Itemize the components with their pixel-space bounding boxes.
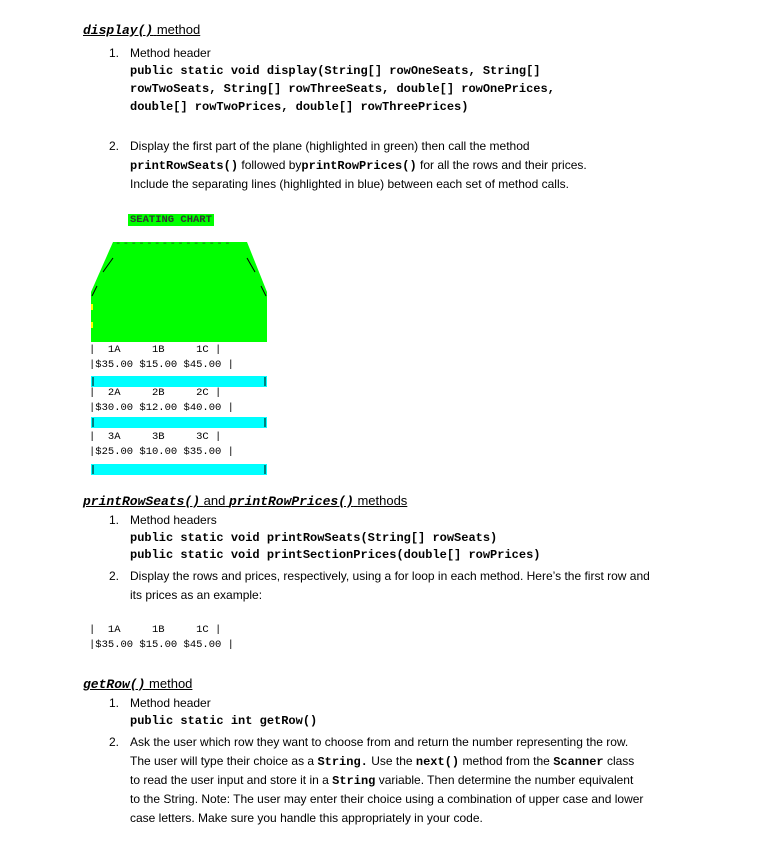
display-item1-num: 1. (109, 46, 120, 60)
display-header-code-3: double[] rowTwoPrices, double[] rowThreePrices) (130, 100, 469, 114)
separator-blue-3 (91, 464, 267, 475)
getrow-l2c: method from the (462, 754, 550, 768)
display-item2-tail: for all the rows and their prices. (419, 158, 587, 172)
print-heading-code-a: printRowSeats() (83, 494, 201, 509)
getrow-l2code3: Scanner (553, 755, 604, 769)
print-item2-line1: Display the rows and prices, respectively, using a for loop in each method. Here’s the first row and (130, 569, 650, 583)
print-item1-num: 1. (109, 513, 120, 527)
display-item2-code-b: printRowPrices() (301, 159, 417, 173)
getrow-item1-num: 1. (109, 696, 120, 710)
getrow-item2-line1: Ask the user which row they want to choose from and return the number representing the row. (130, 735, 629, 749)
row2-prices: |$30.00 $12.00 $40.00 | (89, 402, 234, 414)
print-section-heading (83, 493, 407, 509)
separator-blue-1 (91, 376, 267, 387)
print-heading-word: methods (357, 493, 408, 508)
print-item2-line2: its prices as an example: (130, 588, 263, 602)
display-section-heading (83, 22, 200, 38)
display-heading-word: method (156, 22, 201, 37)
print-heading-and: and (203, 493, 226, 508)
getrow-l2a: The user will type their choice as a (130, 754, 315, 768)
row1-seats: | 1A 1B 1C | (89, 344, 222, 356)
display-header-code-1: public static void display(String[] rowOneSeats, String[] (130, 64, 541, 78)
getrow-item2-line5: case letters. Make sure you handle this appropriately in your code. (130, 811, 483, 825)
row3-seats: | 3A 3B 3C | (89, 431, 222, 443)
getrow-l3code: String (332, 774, 376, 788)
separator-blue-2 (91, 417, 267, 428)
print-header-code-1: public static void printRowSeats(String[] rowSeats) (130, 531, 498, 545)
display-heading-code: display() (83, 23, 154, 38)
print-header-code-2: public static void printSectionPrices(double[] rowPrices) (130, 548, 541, 562)
getrow-item1-label: Method header (130, 696, 211, 710)
row3-prices: |$25.00 $10.00 $35.00 | (89, 446, 234, 458)
plane-dash-line: --------------- (115, 238, 233, 250)
getrow-l3a: to read the user input and store it in a (130, 773, 329, 787)
example-prices: |$35.00 $15.00 $45.00 | (89, 639, 234, 651)
seating-chart (89, 210, 269, 480)
print-item2-num: 2. (109, 569, 120, 583)
getrow-section-heading (83, 676, 192, 692)
seating-chart-title: SEATING CHART (130, 214, 212, 226)
display-item2-mid: followed by (241, 158, 302, 172)
row1-prices: |$35.00 $15.00 $45.00 | (89, 359, 234, 371)
getrow-item2-line4: to the String. Note: The user may enter their choice using a combination of upper case and lower (130, 792, 644, 806)
display-item2-line2 (130, 157, 587, 174)
yellow-marker (91, 322, 93, 328)
getrow-item2-num: 2. (109, 735, 120, 749)
getrow-l2b: Use the (371, 754, 413, 768)
getrow-l2d: class (606, 754, 635, 768)
display-item2-num: 2. (109, 139, 120, 153)
display-item1-label: Method header (130, 46, 211, 60)
getrow-item2-line3 (130, 772, 633, 789)
getrow-l2code2: next() (415, 755, 460, 769)
yellow-marker (91, 304, 93, 310)
plane-nose-green (91, 242, 267, 342)
display-header-code-2: rowTwoSeats, String[] rowThreeSeats, double[] rowOnePrices, (130, 82, 555, 96)
getrow-header-code: public static int getRow() (130, 714, 318, 728)
display-item2-line1: Display the first part of the plane (highlighted in green) then call the method (130, 139, 530, 153)
getrow-heading-word: method (149, 676, 193, 691)
getrow-heading-code: getRow() (83, 677, 146, 692)
display-item2-line3: Include the separating lines (highlighted in blue) between each set of method calls. (130, 177, 569, 191)
getrow-item2-line2 (130, 753, 634, 770)
row2-seats: | 2A 2B 2C | (89, 387, 222, 399)
print-heading-code-b: printRowPrices() (228, 494, 354, 509)
getrow-l2code1: String. (317, 755, 368, 769)
display-item2-code-a: printRowSeats() (130, 159, 239, 173)
print-item1-label: Method headers (130, 513, 217, 527)
example-seats: | 1A 1B 1C | (89, 624, 222, 636)
getrow-l3b: variable. Then determine the number equivalent (378, 773, 634, 787)
